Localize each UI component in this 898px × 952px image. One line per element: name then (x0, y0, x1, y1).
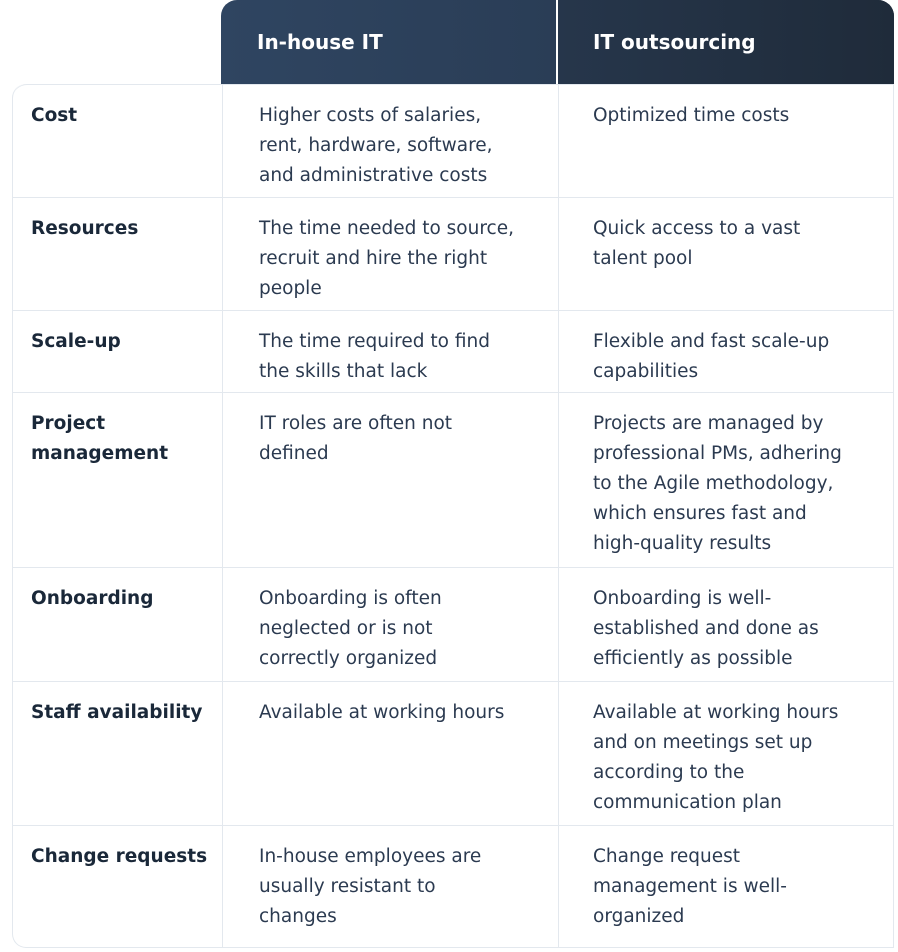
cell-line: established and done as (593, 618, 819, 639)
row-label-line: Resources (31, 218, 139, 239)
in-house-cell (222, 682, 558, 825)
table-body (12, 84, 894, 948)
cell-line: Quick access to a vast (593, 218, 801, 239)
header-in-house-it: In-house IT (257, 30, 383, 54)
cell-line: and on meetings set up (593, 732, 813, 753)
cell-line: professional PMs, adhering (593, 443, 842, 464)
row-label (13, 393, 222, 567)
outsourcing-cell (558, 311, 893, 392)
cell-line: Available at working hours (259, 702, 505, 723)
header-it-outsourcing: IT outsourcing (556, 0, 894, 84)
cell-line: people (259, 278, 322, 299)
outsourcing-cell (558, 568, 893, 681)
outsourcing-cell (558, 393, 893, 567)
row-label-line: management (31, 443, 169, 464)
cell-line: according to the (593, 762, 745, 783)
cell-line: usually resistant to (259, 876, 436, 897)
cell-line: and administrative costs (259, 165, 488, 186)
cell-line: the skills that lack (259, 361, 428, 382)
row-label-line: Scale-up (31, 331, 121, 352)
row-label (13, 826, 222, 947)
cell-line: Onboarding is often (259, 588, 442, 609)
outsourcing-cell (558, 826, 893, 947)
in-house-cell (222, 826, 558, 947)
table-row-change-requests (13, 825, 893, 947)
cell-line: capabilities (593, 361, 699, 382)
row-label (13, 85, 222, 197)
cell-line: recruit and hire the right (259, 248, 488, 269)
row-label (13, 198, 222, 310)
outsourcing-cell (558, 85, 893, 197)
table-row-project-management (13, 392, 893, 567)
row-label (13, 311, 222, 392)
cell-line: Optimized time costs (593, 105, 790, 126)
in-house-cell (222, 568, 558, 681)
cell-line: Higher costs of salaries, (259, 105, 482, 126)
cell-line: defined (259, 443, 329, 464)
row-label-line: Change requests (31, 846, 208, 867)
cell-line: The time required to find (259, 331, 490, 352)
table-row-cost (13, 84, 893, 197)
row-label (13, 682, 222, 825)
in-house-cell (222, 311, 558, 392)
cell-line: Flexible and fast scale-up (593, 331, 830, 352)
outsourcing-cell (558, 198, 893, 310)
cell-line: neglected or is not (259, 618, 433, 639)
cell-line: Projects are managed by (593, 413, 824, 434)
cell-line: Change request (593, 846, 741, 867)
outsourcing-cell (558, 682, 893, 825)
cell-line: which ensures fast and (593, 503, 807, 524)
cell-line: The time needed to source, (259, 218, 514, 239)
table-row-staff-availability (13, 681, 893, 825)
cell-line: talent pool (593, 248, 693, 269)
cell-line: communication plan (593, 792, 782, 813)
row-label-line: Cost (31, 105, 78, 126)
in-house-cell (222, 85, 558, 197)
row-label-line: Project (31, 413, 106, 434)
cell-line: In-house employees are (259, 846, 482, 867)
cell-line: organized (593, 906, 685, 927)
cell-line: IT roles are often not (259, 413, 453, 434)
cell-line: correctly organized (259, 648, 438, 669)
cell-line: Onboarding is well- (593, 588, 772, 609)
table-row-scale-up (13, 310, 893, 392)
cell-line: to the Agile methodology, (593, 473, 834, 494)
cell-line: management is well- (593, 876, 787, 897)
cell-line: changes (259, 906, 337, 927)
table-header (221, 0, 894, 84)
row-label-line: Onboarding (31, 588, 154, 609)
row-label (13, 568, 222, 681)
table-row-onboarding (13, 567, 893, 681)
cell-line: efficiently as possible (593, 648, 793, 669)
cell-line: high-quality results (593, 533, 772, 554)
cell-line: rent, hardware, software, (259, 135, 493, 156)
row-label-line: Staff availability (31, 702, 203, 723)
table-row-resources (13, 197, 893, 310)
in-house-cell (222, 393, 558, 567)
cell-line: Available at working hours (593, 702, 839, 723)
in-house-cell (222, 198, 558, 310)
